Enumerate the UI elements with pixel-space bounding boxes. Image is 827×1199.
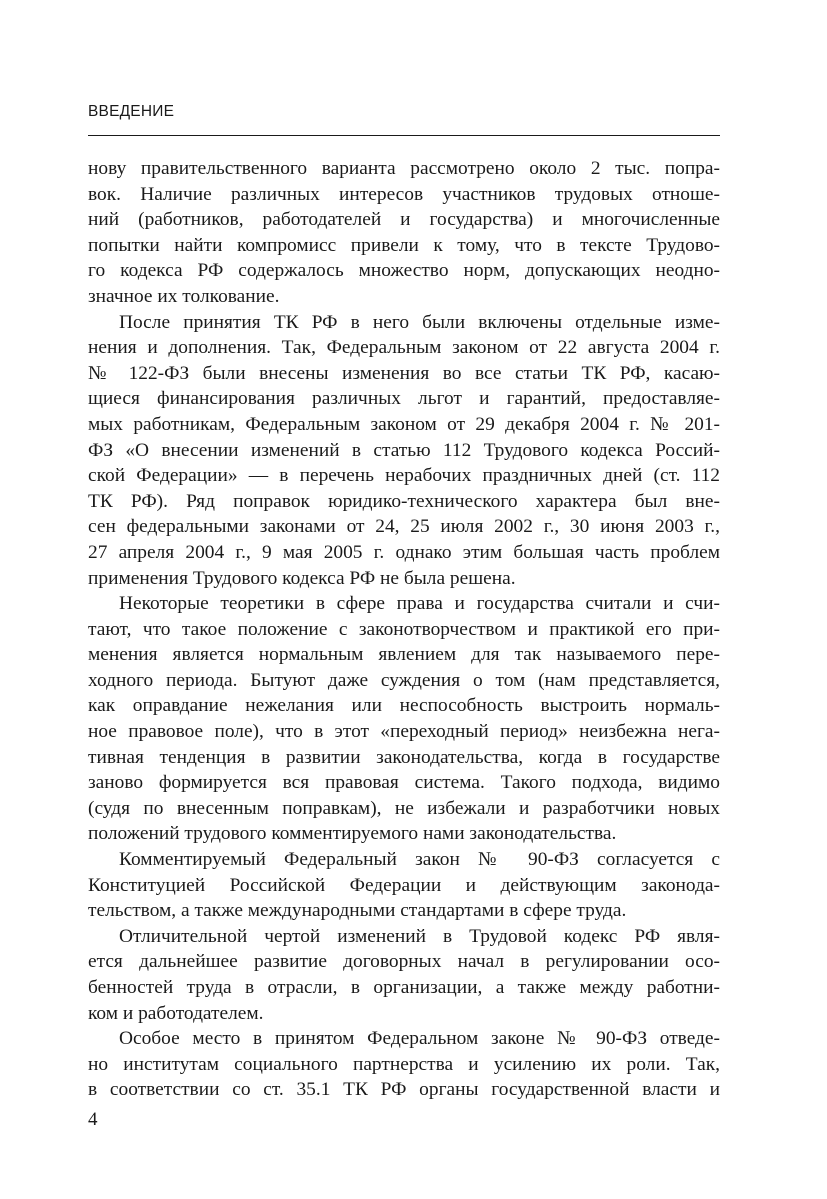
text-line: в соответствии со ст. 35.1 ТК РФ органы государственной власти и xyxy=(88,1079,720,1101)
text-line: нову правительственного варианта рассмотрено около 2 тыс. попра- xyxy=(88,158,720,179)
text-line: тельством, а также международными стандартами в сфере труда. xyxy=(88,900,627,922)
text-line: ком и работодателем. xyxy=(88,1002,264,1024)
text-line: № 122-ФЗ были внесены изменения во все статьи ТК РФ, касаю- xyxy=(88,362,720,384)
text-line: После принятия ТК РФ в него были включены отдельные изме- xyxy=(119,311,720,333)
paragraph xyxy=(88,156,720,310)
text-line: го кодекса РФ содержалось множество норм, допускающих неодно- xyxy=(88,260,720,282)
text-line: Некоторые теоретики в сфере права и государства считали и счи- xyxy=(119,593,720,615)
text-line: Отличительной чертой изменений в Трудовой кодекс РФ явля- xyxy=(119,925,720,947)
text-line: Особое место в принятом Федеральном законе № 90-ФЗ отведе- xyxy=(119,1028,720,1050)
paragraph xyxy=(88,847,720,924)
text-line: сен федеральными законами от 24, 25 июля 2002 г., 30 июня 2003 г., xyxy=(88,516,720,538)
text-line: попытки найти компромисс привели к тому, что в тексте Трудово- xyxy=(88,234,720,256)
text-line: 27 апреля 2004 г., 9 мая 2005 г. однако этим большая часть проблем xyxy=(88,541,720,563)
running-head: ВВЕДЕНИЕ xyxy=(88,103,175,120)
text-line: ное правовое поле), что в этот «переходный период» неизбежна нега- xyxy=(88,721,720,743)
text-line: (судя по внесенным поправкам), не избежали и разработчики новых xyxy=(88,797,720,819)
text-line: Конституцией Российской Федерации и действующим законода- xyxy=(88,874,720,896)
paragraph xyxy=(88,1026,720,1103)
text-line: бенностей труда в отрасли, в организации, а также между работни- xyxy=(88,977,720,998)
text-line: как оправдание нежелания или неспособность выстроить нормаль- xyxy=(88,695,720,717)
text-line: заново формируется вся правовая система. Такого подхода, видимо xyxy=(88,772,720,794)
text-line: применения Трудового кодекса РФ не была решена. xyxy=(88,567,516,589)
text-line: вок. Наличие различных интересов участников трудовых отноше- xyxy=(88,183,720,205)
paragraph xyxy=(88,591,720,847)
text-line: щиеся финансирования различных льгот и гарантий, предоставляе- xyxy=(88,388,720,410)
text-line: но институтам социального партнерства и усилению их роли. Так, xyxy=(88,1053,720,1075)
text-line: значное их толкование. xyxy=(88,285,280,307)
paragraph xyxy=(88,310,720,592)
header-rule xyxy=(88,135,720,136)
text-line: нения и дополнения. Так, Федеральным законом от 22 августа 2004 г. xyxy=(88,337,720,359)
text-line: менения является нормальным явлением для так называемого пере- xyxy=(88,644,720,666)
body-text xyxy=(88,156,720,1103)
text-line: Комментируемый Федеральный закон № 90-ФЗ согласуется с xyxy=(119,849,720,871)
text-line: ской Федерации» — в перечень нерабочих праздничных дней (ст. 112 xyxy=(88,465,720,487)
text-line: тивная тенденция в развитии законодательства, когда в государстве xyxy=(88,746,720,768)
paragraph xyxy=(88,924,720,1026)
text-line: ТК РФ). Ряд поправок юридико-технического характера был вне- xyxy=(88,490,720,512)
text-line: мых работникам, Федеральным законом от 29 декабря 2004 г. № 201- xyxy=(88,413,720,435)
text-line: ется дальнейшее развитие договорных начал в регулировании осо- xyxy=(88,951,720,973)
page-number: 4 xyxy=(88,1109,98,1130)
text-line: тают, что такое положение с законотворчеством и практикой его при- xyxy=(88,618,720,640)
text-line: ний (работников, работодателей и государства) и многочисленные xyxy=(88,209,720,231)
text-line: положений трудового комментируемого нами законодательства. xyxy=(88,823,617,845)
text-line: ходного периода. Бытуют даже суждения о том (нам представляется, xyxy=(88,669,720,691)
text-line: ФЗ «О внесении изменений в статью 112 Трудового кодекса Россий- xyxy=(88,439,720,461)
